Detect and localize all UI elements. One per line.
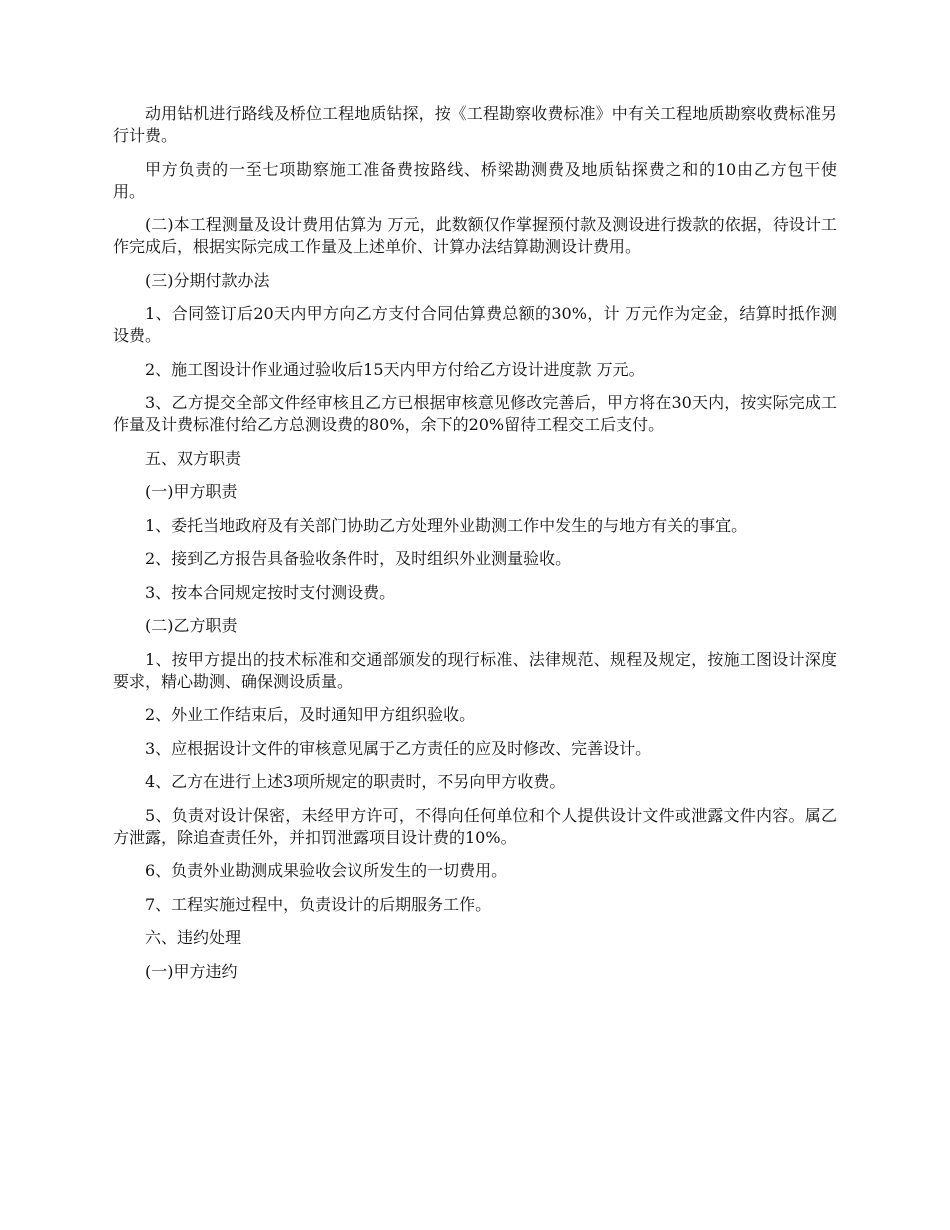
subsection-heading-party-a: (一)甲方职责 [145,482,238,501]
section-heading-breach: 六、违约处理 [145,928,242,947]
paragraph-7: 3、乙方提交全部文件经审核且乙方已根据审核意见修改完善后，甲方将在30天内，按实际完成工作量及计费标准付给乙方总测设费的80%，余下的20%留待工程交工后支付。 [113,393,837,434]
paragraph-18: 5、负责对设计保密，未经甲方许可，不得向任何单位和个人提供设计文件或泄露文件内容。属乙方泄露，除追查责任外，并扣罚泄露项目设计费的10%。 [113,805,837,847]
paragraph-11: 2、接到乙方报告具备验收条件时，及时组织外业测量验收。 [145,549,572,568]
paragraph-15: 2、外业工作结束后，及时通知甲方组织验收。 [145,705,476,724]
paragraph-2: 甲方负责的一至七项勘察施工准备费按路线、桥梁勘测费及地质钻探费之和的10由乙方包干使用。 [113,159,837,201]
paragraph-3: (二)本工程测量及设计费用估算为 万元，此数额仅作掌握预付款及测设进行拨款的依据，待设计工作完成后，根据实际完成工作量及上述单价、计算办法结算勘测设计费用。 [113,215,837,256]
paragraph-19: 6、负责外业勘测成果验收会议所发生的一切费用。 [145,861,508,880]
paragraph-12: 3、按本合同规定按时支付测设费。 [145,582,396,602]
paragraph-17: 4、乙方在进行上述3项所规定的职责时，不另向甲方收费。 [145,772,566,791]
paragraph-5: 1、合同签订后20天内甲方向乙方支付合同估算费总额的30%，计 万元作为定金，结算时抵作测设费。 [113,304,837,345]
paragraph-14: 1、按甲方提出的技术标准和交通部颁发的现行标准、法律规范、规程及规定，按施工图设计深度要求，精心勘测、确保测设质量。 [113,649,837,691]
subsection-heading-party-b: (二)乙方职责 [145,616,238,635]
paragraph-10: 1、委托当地政府及有关部门协助乙方处理外业勘测工作中发生的与地方有关的事宜。 [145,515,748,535]
paragraph-20: 7、工程实施过程中，负责设计的后期服务工作。 [145,894,492,914]
paragraph-16: 3、应根据设计文件的审核意见属于乙方责任的应及时修改、完善设计。 [145,738,652,758]
paragraph-1: 动用钻机进行路线及桥位工程地质钻探，按《工程勘察收费标准》中有关工程地质勘察收费标准另行计费。 [113,104,837,145]
section-heading-responsibilities: 五、双方职责 [145,448,242,468]
document-body [113,103,837,994]
section-heading-installments: (三)分期付款办法 [145,270,270,290]
paragraph-6: 2、施工图设计作业通过验收后15天内甲方付给乙方设计进度款 万元。 [145,359,645,379]
subsection-heading-party-a-breach: (一)甲方违约 [145,961,238,981]
